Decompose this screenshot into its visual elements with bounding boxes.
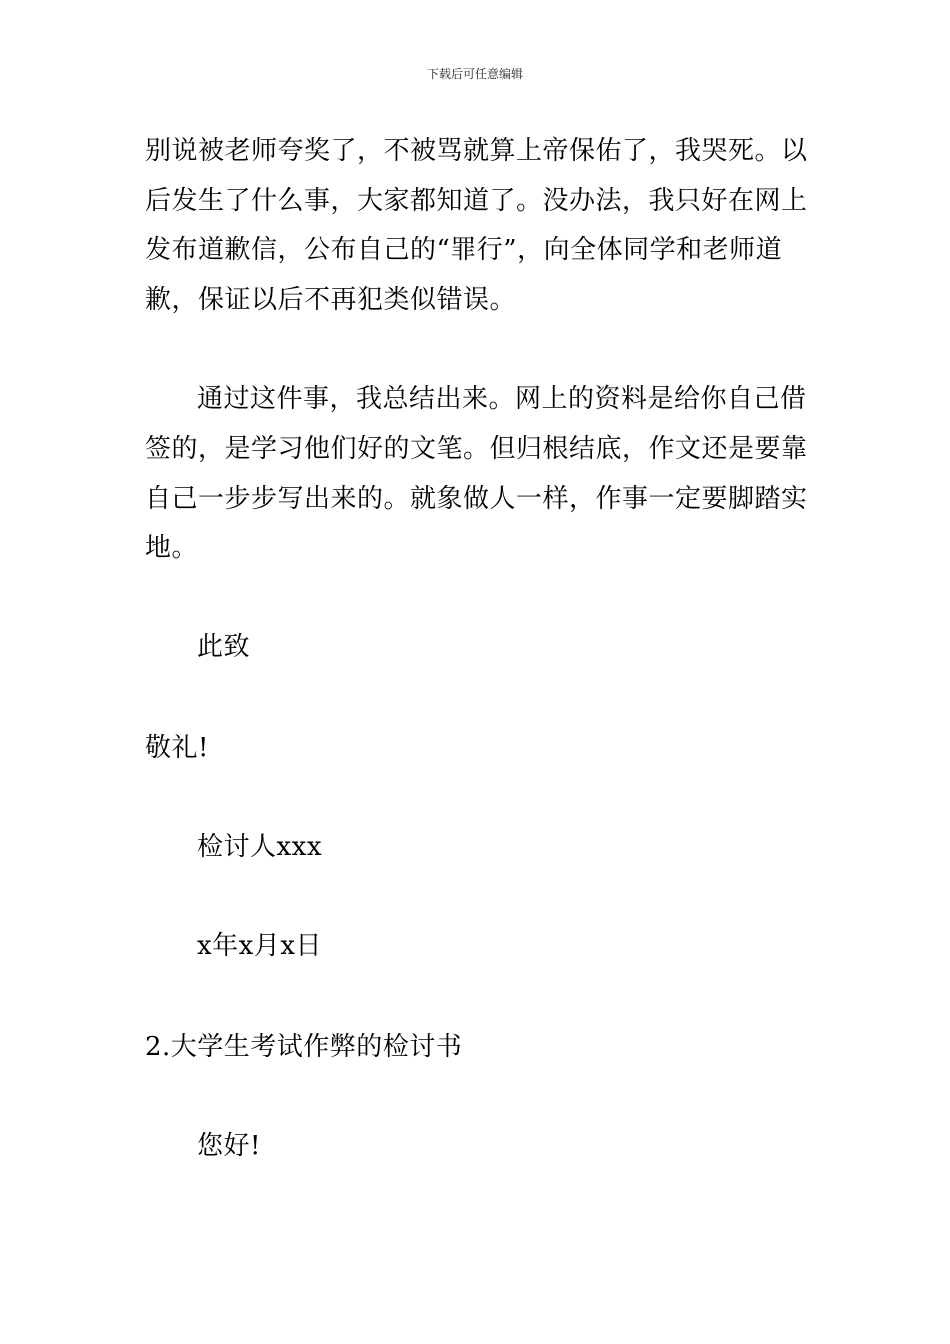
paragraph-1-line-4: 歉，保证以后不再犯类似错误。: [145, 285, 517, 315]
section-title: 2.大学生考试作弊的检讨书: [145, 1032, 463, 1062]
signature-date: x年x月x日: [197, 931, 322, 961]
page-header: 下载后可任意编辑: [426, 67, 523, 81]
greeting-text: 您好!: [197, 1131, 261, 1161]
closing-text: 此致: [197, 632, 251, 662]
paragraph-2-line-1: 通过这件事，我总结出来。网上的资料是给你自己借: [197, 384, 807, 414]
salute-text: 敬礼!: [145, 733, 209, 763]
paragraph-1-line-2: 后发生了什么事，大家都知道了。没办法，我只好在网上: [145, 186, 808, 216]
paragraph-2-line-4: 地。: [145, 533, 199, 563]
signer-name: 检讨人xxx: [197, 832, 322, 862]
paragraph-1-line-1: 别说被老师夸奖了，不被骂就算上帝保佑了，我哭死。以: [145, 136, 808, 166]
paragraph-1-line-3: 发布道歉信，公布自己的“罪行”，向全体同学和老师道: [145, 235, 783, 265]
paragraph-2-line-2: 签的，是学习他们好的文笔。但归根结底，作文还是要靠: [145, 434, 808, 464]
paragraph-2-line-3: 自己一步步写出来的。就象做人一样，作事一定要脚踏实: [145, 484, 808, 514]
